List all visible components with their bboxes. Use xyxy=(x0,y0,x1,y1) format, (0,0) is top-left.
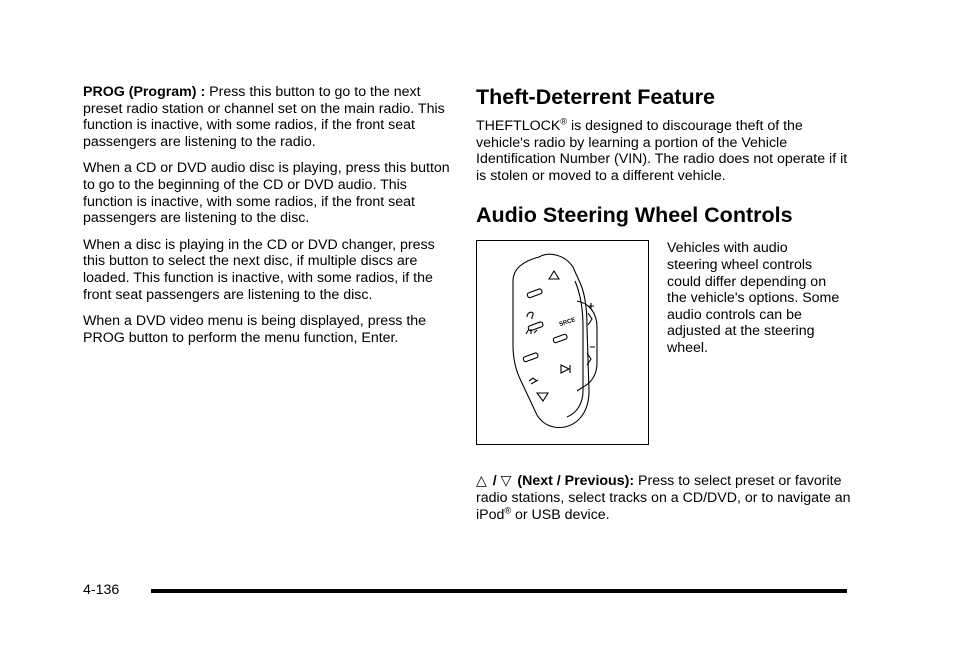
theft-heading: Theft-Deterrent Feature xyxy=(476,85,715,109)
down-arrow-icon xyxy=(537,393,548,401)
ipod-registered-mark: ® xyxy=(504,504,512,515)
up-arrow-icon xyxy=(549,271,559,279)
prog-paragraph xyxy=(83,84,453,150)
previous-triangle-icon: ▽ xyxy=(500,473,512,490)
button-top xyxy=(527,289,543,299)
dvd-menu-paragraph: When a DVD video menu is being displayed, press the PROG button to perform the menu function, Enter. xyxy=(83,313,427,346)
src-label: SRCE xyxy=(558,317,577,329)
control-pad-outline xyxy=(513,255,589,428)
left-column xyxy=(83,84,453,356)
registered-mark: ® xyxy=(560,116,567,127)
steering-controls-figure xyxy=(476,240,649,445)
volume-up-icon xyxy=(588,303,594,325)
next-triangle-icon: △ xyxy=(476,473,487,490)
seek-icon xyxy=(561,365,570,373)
mute-icon xyxy=(529,378,538,384)
steering-controls-illustration xyxy=(477,241,647,443)
theft-paragraph xyxy=(476,118,856,184)
button-low xyxy=(523,353,539,363)
right-column xyxy=(476,84,856,533)
button-mid xyxy=(528,322,544,332)
next-previous-text-2: or USB device. xyxy=(515,506,610,523)
theft-text: is designed to discourage theft of the vehicle's radio by learning a portion of the Vehicle Identification Number (VIN). The radio does not operate if it is stolen or moved to a different vehicle. xyxy=(476,118,848,184)
next-previous-text-1: Press to select preset or favorite radio stations, select tracks on a CD/DVD, or to navigate an iPod xyxy=(476,473,851,523)
phone-icon xyxy=(527,313,533,320)
next-previous-paragraph xyxy=(476,473,856,523)
figure-caption xyxy=(667,240,842,356)
prog-text: Press this button to go to the next preset radio station or channel set on the main radio. This function is inactive, with some radios, if the front seat passengers are listening to the radio. xyxy=(83,84,445,150)
voice-icon xyxy=(526,329,537,334)
theftlock-brand: THEFTLOCK xyxy=(476,118,561,134)
page-number: 4-136 xyxy=(83,582,120,598)
figure-caption-text: Vehicles with audio steering wheel controls could differ depending on the vehicle's options. Some audio controls can be adjusted at the steering wheel. xyxy=(667,240,840,356)
changer-paragraph: When a disc is playing in the CD or DVD changer, press this button to select the next disc, if multiple discs are loaded. This function is inactive, with some radios, if the front seat passengers are listening to the disc. xyxy=(83,236,435,303)
figure-row xyxy=(476,240,856,452)
next-previous-term: (Next / Previous): xyxy=(517,473,635,490)
slash-separator: / xyxy=(492,473,497,490)
footer-rule xyxy=(151,589,847,593)
button-src xyxy=(553,334,568,343)
audio-heading: Audio Steering Wheel Controls xyxy=(476,203,793,228)
prog-term: PROG (Program) : xyxy=(83,84,206,100)
cd-paragraph: When a CD or DVD audio disc is playing, press this button to go to the beginning of the CD or DVD audio. This function is inactive, with some radios, if the front seat passengers are listening to the disc. xyxy=(83,160,450,227)
